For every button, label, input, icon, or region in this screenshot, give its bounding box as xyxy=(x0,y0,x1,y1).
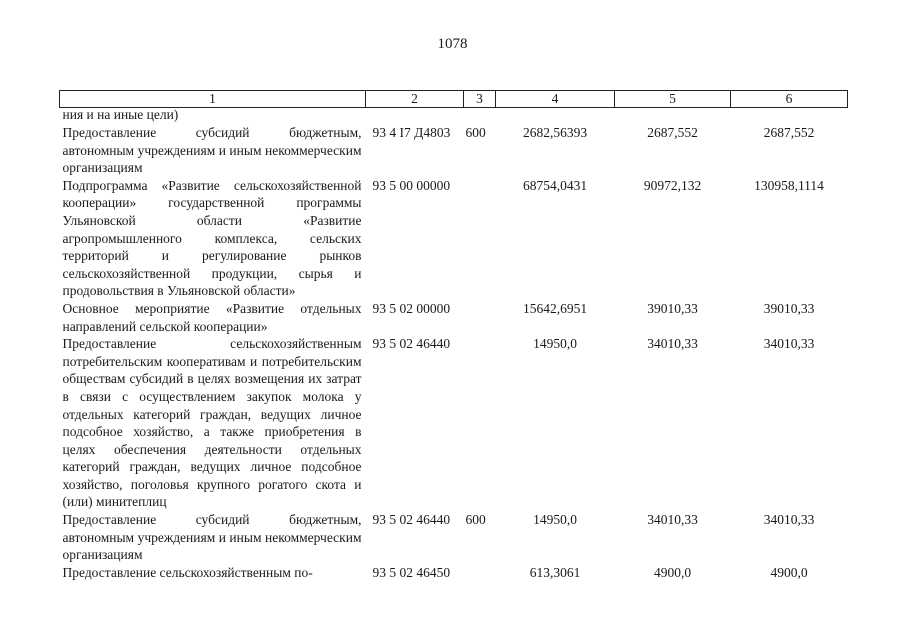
row-name: Основное мероприятие «Развитие отдельных направлений сельской кооперации» xyxy=(62,300,362,334)
column-header-name: 1 xyxy=(60,91,366,108)
row-code: 93 5 02 46440 xyxy=(372,512,451,528)
row-name: Подпрограмма «Развитие сельскохозяйственной кооперации» государственной программы Ульяновской области «Развитие агропромышленного комплекса, сельских территорий и регулирование рынков сельскохозяйственной продукции, сырья и продовольствия в Ульяновской области» xyxy=(62,177,362,299)
table-body xyxy=(60,108,848,582)
row-name: Предоставление сельскохозяйственным потребительским кооперативам и потребительским обществам субсидий в целях возмещения их затрат в связи с осуществлением закупок молока у отдельных категорий граждан, ведущих личное подсобное хозяйство, а также приобретения в целях обеспечения деятельности отдельных категорий граждан, ведущих личное подсобное хозяйство, поголовья крупного рогатого скота и (или) минитеплиц xyxy=(62,336,362,510)
row-value-3: 2687,552 xyxy=(763,125,815,140)
table-header xyxy=(60,91,848,108)
row-value-3 xyxy=(731,108,848,123)
budget-table xyxy=(59,90,848,581)
table-row xyxy=(60,177,848,300)
table-row xyxy=(60,564,848,582)
column-header-code: 2 xyxy=(366,91,464,108)
column-header-value-3: 6 xyxy=(731,91,848,108)
row-value-2: 34010,33 xyxy=(647,336,698,352)
row-value-1: 15642,6951 xyxy=(522,300,588,316)
column-header-value-1: 4 xyxy=(496,91,615,108)
table-row xyxy=(60,335,848,511)
row-name: Предоставление сельскохозяйственным по- xyxy=(62,564,313,580)
row-value-2: 2687,552 xyxy=(647,125,698,140)
row-value-1: 613,3061 xyxy=(529,564,581,580)
row-value-3: 4900,0 xyxy=(770,564,808,580)
row-value-2: 90972,132 xyxy=(643,177,702,193)
row-value-3: 39010,33 xyxy=(763,300,815,316)
row-value-1: 14950,0 xyxy=(533,336,577,352)
table-row xyxy=(60,511,848,564)
row-code: 93 5 02 46440 xyxy=(372,336,451,352)
row-kvr xyxy=(464,177,496,300)
table-row xyxy=(60,300,848,335)
page-number: 1078 xyxy=(437,36,468,52)
row-name: ния и на иные цели) xyxy=(62,107,179,122)
row-kvr: 600 xyxy=(465,512,486,528)
header-row xyxy=(60,91,848,108)
row-value-1: 2682,56393 xyxy=(522,125,588,140)
row-value-3: 34010,33 xyxy=(763,336,815,352)
row-value-1: 14950,0 xyxy=(533,512,577,528)
row-kvr xyxy=(464,564,496,582)
row-value-3: 34010,33 xyxy=(763,512,815,528)
row-value-2: 4900,0 xyxy=(653,564,692,580)
row-name: Предоставление субсидий бюджетным, автономным учреждениям и иным некоммерческим организациям xyxy=(62,125,362,176)
row-name: Предоставление субсидий бюджетным, автономным учреждениям и иным некоммерческим организациям xyxy=(62,512,362,563)
row-value-2: 39010,33 xyxy=(647,300,698,316)
row-kvr xyxy=(464,108,496,123)
row-kvr xyxy=(464,300,496,335)
row-value-1: 68754,0431 xyxy=(522,177,588,193)
row-kvr: 600 xyxy=(465,125,486,140)
column-header-value-2: 5 xyxy=(615,91,731,108)
table-row xyxy=(60,122,848,177)
row-code xyxy=(366,108,464,123)
row-value-2 xyxy=(615,108,731,123)
column-header-kvr: 3 xyxy=(464,91,496,108)
row-value-3: 130958,1114 xyxy=(754,177,824,193)
row-value-2: 34010,33 xyxy=(647,512,698,528)
row-code: 93 5 02 00000 xyxy=(372,300,451,316)
row-kvr xyxy=(464,335,496,511)
row-code: 93 4 I7 Д4803 xyxy=(372,125,451,140)
row-code: 93 5 00 00000 xyxy=(372,177,451,193)
row-value-1 xyxy=(496,108,615,123)
row-code: 93 5 02 46450 xyxy=(372,564,451,580)
table-row xyxy=(60,108,848,123)
